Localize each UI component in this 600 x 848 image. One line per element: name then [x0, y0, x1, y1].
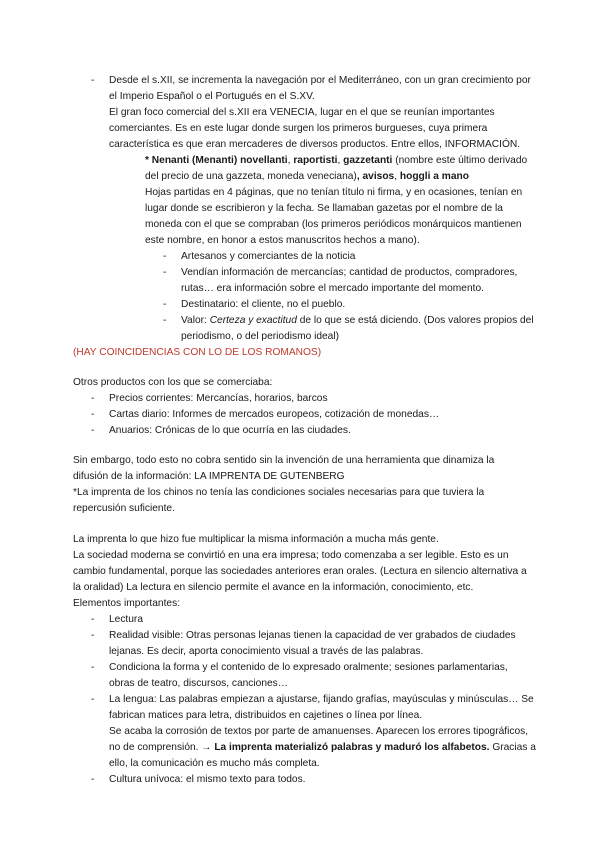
bullet-dash: - [91, 409, 95, 420]
sep: , [394, 171, 400, 182]
bullet-dash: - [163, 299, 167, 310]
text-line: Destinatario: el cliente, no el pueblo. [181, 299, 346, 310]
term-avisos: , avisos [356, 171, 395, 182]
term-raportisti: raportisti [293, 155, 338, 166]
bullet-dash: - [163, 315, 167, 326]
text-line: Condiciona la forma y el contenido de lo expresado oralmente; sesiones parlamentarias, [109, 662, 508, 673]
text-line: El gran foco comercial del s.XII era VENECIA, lugar en el que se reunían importantes [109, 107, 495, 118]
imprenta-pre: no de comprensión. → [109, 742, 215, 753]
sep: , [287, 155, 294, 166]
bullet-dash: - [91, 630, 95, 641]
sep: , [337, 155, 344, 166]
text-line: rutas… era información sobre el mercado importante del momento. [181, 283, 484, 294]
text-line: Precios corrientes: Mercancías, horarios, barcos [109, 393, 328, 404]
text-line: lugar donde se escribieron y la fecha. Se llamaban gazetas por el nombre de la [145, 203, 503, 214]
valor-label: Valor: [181, 315, 210, 326]
bullet-dash: - [91, 662, 95, 673]
text-line: difusión de la información: LA IMPRENTA DE GUTENBERG [73, 471, 345, 482]
names-line [145, 153, 527, 169]
bullet-dash: - [163, 267, 167, 278]
text-line: Realidad visible: Otras personas lejanas tienen la capacidad de ver grabados de ciudades [109, 630, 516, 641]
text-line: Se acaba la corrosión de textos por parte de amanuenses. Aparecen los errores tipográficos, [109, 726, 529, 737]
bullet-dash: - [91, 614, 95, 625]
text-line: Hojas partidas en 4 páginas, que no tenían título ni firma, y en ocasiones, tenían en [145, 187, 523, 198]
red-note: (HAY COINCIDENCIAS CON LO DE LOS ROMANOS) [73, 347, 322, 358]
text-line: obras de teatro, discursos, canciones… [109, 678, 288, 689]
text-line: La sociedad moderna se convirtió en una era impresa; todo comenzaba a ser legible. Esto es un [73, 550, 509, 561]
text-line: Sin embargo, todo esto no cobra sentido sin la invención de una herramienta que dinamiza la [73, 455, 495, 466]
text-line: *La imprenta de los chinos no tenía las condiciones sociales necesarias para que tuviera la [73, 487, 485, 498]
names-line-2 [145, 169, 469, 185]
text-line: la oralidad) La lectura en silencio permite el avance en la información, conocimiento, etc. [73, 582, 474, 593]
text-line: lejanas. Es decir, aporta conocimiento visual a través de las palabras. [109, 646, 424, 657]
bullet-dash: - [163, 251, 167, 262]
bullet-dash: - [91, 425, 95, 436]
names-rest: (nombre este último derivado [392, 155, 528, 166]
imprenta-line [109, 740, 536, 756]
text-line: Artesanos y comerciantes de la noticia [181, 251, 356, 262]
valor-rest: de lo que se está diciendo. (Dos valores propios del [296, 315, 534, 326]
asterisk: * [145, 155, 152, 166]
bullet-dash: - [91, 75, 95, 86]
text-line: Cultura unívoca: el mismo texto para todos. [109, 774, 306, 785]
bullet-dash: - [91, 774, 95, 785]
text-line: este nombre, en honor a estos manuscritos hechos a mano). [145, 235, 420, 246]
text-line: Vendían información de mercancías; cantidad de productos, compradores, [181, 267, 518, 278]
term-nenanti: Nenanti (Menanti) novellanti [151, 155, 288, 166]
text-line: La lengua: Las palabras empiezan a ajustarse, fijando grafías, mayúsculas y minúsculas… Se [109, 694, 534, 705]
term-gazzetanti: gazzetanti [343, 155, 393, 166]
text-line: Otros productos con los que se comerciaba: [73, 377, 273, 388]
text-line: comerciantes. Es en este lugar donde surgen los primeros burgueses, cuya primera [109, 123, 488, 134]
text-line: Anuarios: Crónicas de lo que ocurría en las ciudades. [109, 425, 351, 436]
text-line: periodismo, o del periodismo ideal) [181, 331, 339, 342]
names-cont: del precio de una gazzeta, moneda veneciana) [145, 171, 357, 182]
text-line: cambio fundamental, porque las sociedades anteriores eran orales. (Lectura en silencio alternativa a [73, 566, 527, 577]
text-line: ello, la comunicación es mucho más completa. [109, 758, 320, 769]
text-line: La imprenta lo que hizo fue multiplicar la misma información a mucha más gente. [73, 534, 439, 545]
valor-line [181, 313, 534, 329]
text-line: Lectura [109, 614, 143, 625]
text-line: característica es que eran mercaderes de diversos productos. Entre ellos, INFORMACIÓN. [109, 139, 521, 150]
bullet-dash: - [91, 393, 95, 404]
valor-italic: Certeza y exactitud [209, 315, 297, 326]
imprenta-post: Gracias a [489, 742, 536, 753]
text-line: repercusión suficiente. [73, 503, 175, 514]
text-line: moneda con el que se compraban (los primeros periódicos monárquicos mantienen [145, 219, 522, 230]
text-line: Cartas diario: Informes de mercados europeos, cotización de monedas… [109, 409, 440, 420]
imprenta-bold: La imprenta materializó palabras y maduró los alfabetos. [214, 742, 490, 753]
text-line: fabrican matices para letra, distribuidos en cajetines o línea por línea. [109, 710, 423, 721]
text-line: Desde el s.XII, se incrementa la navegación por el Mediterráneo, con un gran crecimiento por [109, 75, 531, 86]
bullet-dash: - [91, 694, 95, 705]
text-line: el Imperio Español o el Portugués en el S.XV. [109, 91, 315, 102]
term-hoggli: hoggli a mano [399, 171, 469, 182]
text-line: Elementos importantes: [73, 598, 181, 609]
